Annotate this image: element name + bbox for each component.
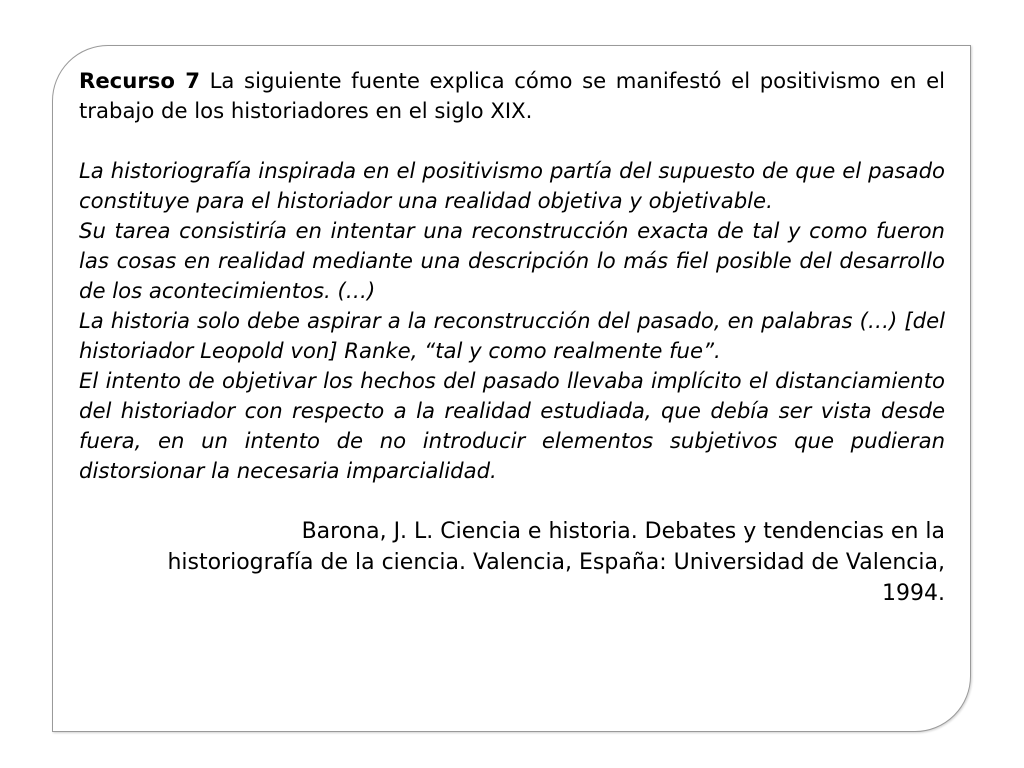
resource-content [79, 66, 945, 609]
quote-paragraph-1: La historiografía inspirada en el positivismo partía del supuesto de que el pasado constituye para el historiador una realidad objetiva y objetivable. [79, 158, 945, 213]
quote-paragraph-2: Su tarea consistiría en intentar una reconstrucción exacta de tal y como fueron las cosas en realidad mediante una descripción lo más fiel posible del desarrollo de los acontecimientos. (…) [79, 218, 945, 303]
quote-paragraph-3: La historia solo debe aspirar a la reconstrucción del pasado, en palabras (…) [del historiador Leopold von] Ranke, “tal y como realmente fue”. [79, 308, 945, 363]
resource-label: Recurso 7 [79, 68, 200, 93]
spacer [79, 126, 945, 156]
resource-intro [79, 66, 945, 126]
quote-paragraph-4: El intento de objetivar los hechos del pasado llevaba implícito el distanciamiento del historiador con respecto a la realidad estudiada, que debía ser vista desde fuera, en un intento de no introducir elementos subjetivos que pudieran distorsionar la necesaria imparcialidad. [79, 368, 945, 483]
resource-intro-text: La siguiente fuente explica cómo se manifestó el positivismo en el trabajo de los historiadores en el siglo XIX. [79, 68, 945, 123]
source-citation: Barona, J. L. Ciencia e historia. Debates y tendencias en la historiografía de la ciencia. Valencia, España: Universidad de Valencia, 1994. [167, 519, 945, 606]
spacer [79, 486, 945, 516]
